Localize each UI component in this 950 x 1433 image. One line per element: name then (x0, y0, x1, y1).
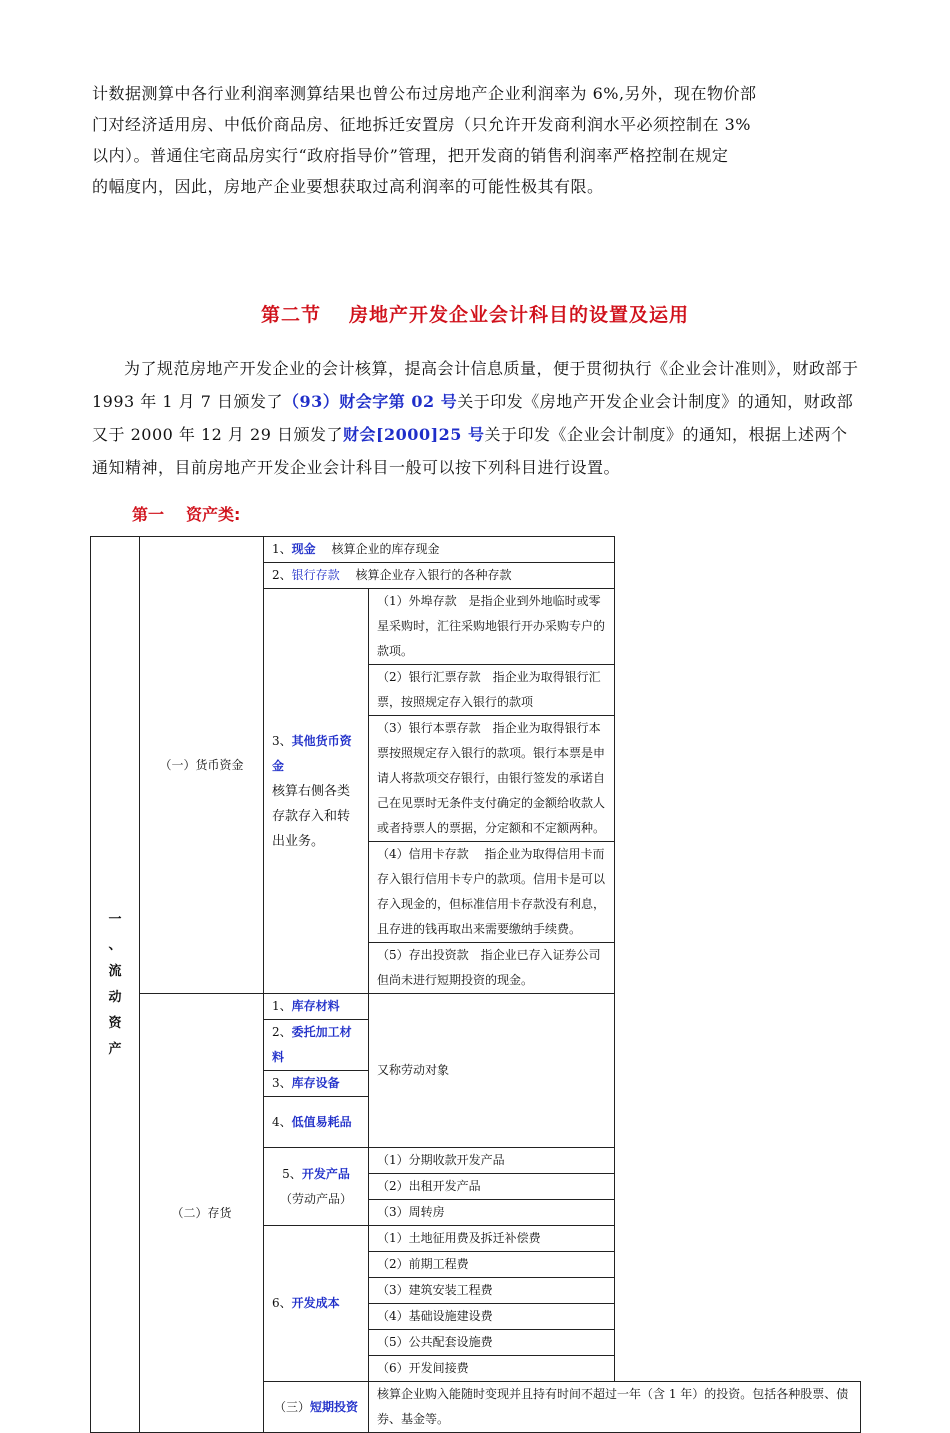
intro-line: 门对经济适用房、中低价商品房、征地拆迁安置房（只允许开发商利润水平必须控制在 3% (92, 115, 751, 134)
account-other-monetary-funds: 3、其他货币资金 核算右侧各类存款存入和转出业务。 (264, 589, 369, 994)
intro-line: 的幅度内，因此，房地产企业要想获取过高利润率的可能性极其有限。 (92, 177, 604, 196)
materials-description: 又称劳动对象 (369, 994, 615, 1148)
paragraph-text: 关于印发《房地产开发企业会计制度》的通知，财政部又于 2000 年 12 月 29 日颁发了 (92, 392, 854, 444)
section-title: 房地产开发企业会计科目的设置及运用 (349, 304, 690, 326)
reference-link[interactable]: （93）财会字第 02 号 (283, 392, 458, 411)
paragraph-text: 为了规范房地产开发企业的会计核算，提高会计信息质量，便于贯彻执行《企业会计准则》，财政部于 1993 年 1 月 7 日颁发了 (92, 359, 859, 411)
account-stock-equipment: 3、库存设备 (264, 1071, 369, 1097)
account-stock-materials: 1、库存材料 (264, 994, 369, 1020)
paragraph-text: 关于印发《企业会计制度》的通知，根据上述两个通知精神，目前房地产开发企业会计科目一般可以按下列科目进行设置。 (92, 425, 848, 477)
account-developed-products: 5、开发产品 （劳动产品） (264, 1148, 369, 1226)
subsection-heading (132, 502, 240, 525)
intro-line: 以内）。普通住宅商品房实行“政府指导价”管理，把开发商的销售利润率严格控制在规定 (92, 146, 729, 165)
intro-line: 计数据测算中各行业利润率测算结果也曾公布过房地产企业利润率为 6%,另外，现在物价部 (92, 84, 757, 103)
sub-item: （4）信用卡存款 指企业为取得信用卡而存入银行信用卡专户的款项。信用卡是可以存入现金的，但标准信用卡存款没有利息，且存进的钱再取出来需要缴纳手续费。 (369, 842, 615, 943)
sub-item: （6）开发间接费 (369, 1356, 615, 1382)
reference-link[interactable]: 财会[2000]25 号 (342, 425, 485, 444)
sub-item: （3）银行本票存款 指企业为取得银行本票按照规定存入银行的款项。银行本票是申请人将款项交存银行，由银行签发的承诺自己在见票时无条件支付确定的金额给收款人或者持票人的票据，分定额和不定额两种。 (369, 716, 615, 842)
sub-item: （1）土地征用费及拆迁补偿费 (369, 1226, 615, 1252)
sub-item: （5）公共配套设施费 (369, 1330, 615, 1356)
intro-paragraph (92, 78, 862, 202)
category-cash-funds: （一）货币资金 (140, 537, 264, 994)
section-number: 第二节 (260, 304, 321, 326)
category-short-term-investment: （三）短期投资 (264, 1382, 369, 1433)
subsection-title: 资产类: (186, 505, 241, 524)
asset-accounts-table (90, 536, 861, 1433)
account-development-cost: 6、开发成本 (264, 1226, 369, 1382)
sub-item: （3）周转房 (369, 1200, 615, 1226)
table-row (91, 994, 861, 1020)
sub-item: （2）银行汇票存款 指企业为取得银行汇票，按照规定存入银行的款项 (369, 665, 615, 716)
sub-item: （2）出租开发产品 (369, 1174, 615, 1200)
sub-item: （3）建筑安装工程费 (369, 1278, 615, 1304)
sub-item: （5）存出投资款 指企业已存入证券公司但尚未进行短期投资的现金。 (369, 943, 615, 994)
section-heading (0, 300, 950, 327)
sub-item: （1）外埠存款 是指企业到外地临时或零星采购时，汇往采购地银行开办采购专户的款项。 (369, 589, 615, 665)
sub-item: （1）分期收款开发产品 (369, 1148, 615, 1174)
account-consigned-processing-materials: 2、委托加工材料 (264, 1020, 369, 1071)
subsection-number: 第一 (132, 505, 165, 524)
short-term-investment-description: 核算企业购入能随时变现并且持有时间不超过一年（含 1 年）的投资。包括各种股票、债券、基金等。 (369, 1382, 861, 1433)
body-paragraph (92, 352, 862, 484)
account-low-value-consumables: 4、低值易耗品 (264, 1097, 369, 1148)
account-cash: 1、现金 核算企业的库存现金 (264, 537, 615, 563)
account-bank-deposit: 2、银行存款 核算企业存入银行的各种存款 (264, 563, 615, 589)
sub-item: （2）前期工程费 (369, 1252, 615, 1278)
table-row (91, 537, 861, 563)
sub-item: （4）基础设施建设费 (369, 1304, 615, 1330)
category-inventory: （二）存货 (140, 994, 264, 1433)
group-label-current-assets: 一 、 流 动 资 产 (91, 537, 140, 1433)
